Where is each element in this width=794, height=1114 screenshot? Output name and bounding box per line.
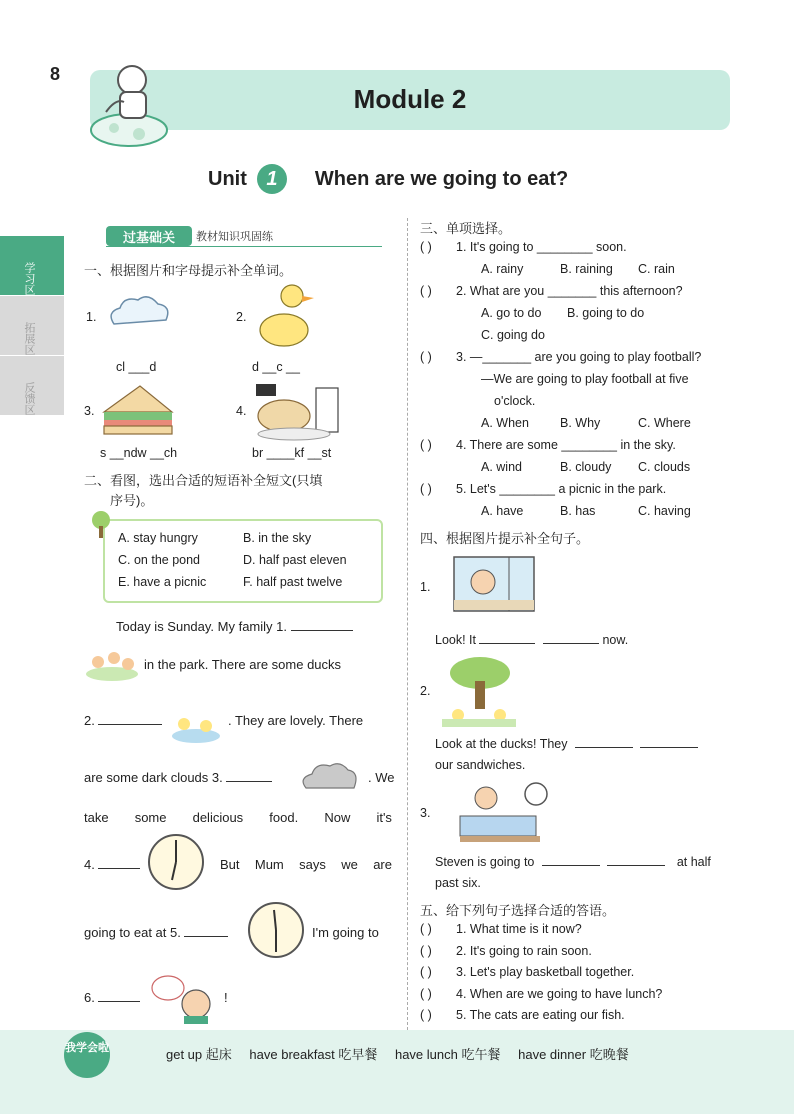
- p5-item-2: 2. It's going to rain soon.: [456, 944, 592, 958]
- vocab-cn: 吃午餐: [461, 1048, 501, 1063]
- part1-heading: 一、根据图片和字母提示补全单词。: [84, 263, 293, 278]
- p5-item-5: 5. The cats are eating our fish.: [456, 1008, 625, 1022]
- passage-line-3b: . They are lovely. There: [228, 713, 364, 728]
- unit-label: Unit: [208, 167, 247, 190]
- passage-line-6b: [220, 857, 392, 872]
- q1-option-c: C. rain: [638, 262, 675, 276]
- picnic-icon: [84, 646, 140, 682]
- vocab-en: have dinner: [518, 1047, 587, 1062]
- side-tab-feedback[interactable]: 反馈区: [0, 356, 64, 416]
- q1-option-a: A. rainy: [481, 262, 524, 276]
- vocab-en: have breakfast: [249, 1047, 335, 1062]
- vocab-pair: [518, 1047, 629, 1062]
- blank-4-number: 4.: [84, 857, 95, 872]
- part1-item-2-hint: d __c __: [252, 360, 300, 374]
- passage-word: But: [220, 857, 240, 872]
- answer-paren[interactable]: ( ): [420, 284, 432, 298]
- unit-title: When are we going to eat?: [314, 167, 569, 190]
- sandwich-icon: [100, 382, 176, 438]
- passage-word: Mum: [254, 857, 284, 872]
- passage-line-4-text: are some dark clouds 3.: [84, 770, 223, 785]
- part4-item-1-sentence: [435, 632, 628, 647]
- p5-item-1: 1. What time is it now?: [456, 922, 582, 936]
- part5-heading: 五、给下列句子选择合适的答语。: [420, 903, 616, 918]
- part4-heading: 四、根据图片提示补全句子。: [420, 531, 590, 546]
- duck-icon: [254, 280, 318, 352]
- passage-word: some: [134, 810, 167, 825]
- q3-option-c: C. Where: [638, 416, 691, 430]
- passage-line-7b: I'm going to: [312, 925, 379, 940]
- passage-line-3: [84, 713, 162, 728]
- q3-stem-line2: —We are going to play football at five: [481, 372, 689, 386]
- ducks-tree-icon: [442, 655, 516, 727]
- hungry-boy-icon: [150, 972, 216, 1024]
- passage-line-8b: !: [224, 990, 228, 1005]
- passage-line-5: [84, 810, 392, 825]
- cloud-icon: [104, 294, 174, 334]
- vocab-pair: [166, 1047, 232, 1062]
- passage-word: it's: [376, 810, 392, 825]
- q3-option-b: B. Why: [560, 416, 601, 430]
- part4-item-1-text: Look! It: [435, 633, 476, 647]
- answer-paren[interactable]: ( ): [420, 965, 432, 979]
- answer-paren[interactable]: ( ): [420, 350, 432, 364]
- option-b: B. in the sky: [243, 531, 312, 545]
- blank-2-number: 2.: [84, 713, 95, 728]
- q1-option-b: B. raining: [560, 262, 613, 276]
- tree-icon: [88, 510, 114, 538]
- side-tabs: [0, 236, 64, 426]
- answer-paren[interactable]: ( ): [420, 1008, 432, 1022]
- q5-option-b: B. has: [560, 504, 596, 518]
- passage-line-7: [84, 925, 228, 940]
- part4-item-3-line2: past six.: [435, 876, 481, 890]
- part4-item-2-number: 2.: [420, 684, 431, 698]
- part2-heading-line2: 序号)。: [110, 493, 154, 508]
- vocab-pair: [249, 1047, 377, 1062]
- blank[interactable]: [640, 736, 698, 748]
- blank-4[interactable]: [98, 857, 140, 869]
- q1-stem: 1. It's going to ________ soon.: [456, 240, 627, 254]
- passage-word: Now: [324, 810, 351, 825]
- part1-item-4-hint: br ____kf __st: [252, 446, 332, 460]
- q4-option-c: C. clouds: [638, 460, 691, 474]
- vocab-en: get up: [166, 1047, 203, 1062]
- part1-item-3-hint: s __ndw __ch: [100, 446, 178, 460]
- passage-word: are: [373, 857, 392, 872]
- side-tab-extend[interactable]: 拓展区: [0, 296, 64, 356]
- module-title: Module 2: [353, 84, 467, 114]
- part1-item-3-number: 3.: [84, 404, 95, 418]
- part4-item-3-mid: at half: [676, 855, 711, 869]
- vocab-en: have lunch: [394, 1047, 458, 1062]
- blank-1[interactable]: [291, 619, 353, 631]
- answer-paren[interactable]: ( ): [420, 438, 432, 452]
- q3-stem-line3: o'clock.: [494, 394, 536, 408]
- side-tab-study[interactable]: 学习区: [0, 236, 64, 296]
- passage-line-7-text: going to eat at 5.: [84, 925, 181, 940]
- q4-option-b: B. cloudy: [560, 460, 612, 474]
- part4-item-1-number: 1.: [420, 580, 431, 594]
- vocab-cn: 起床: [205, 1048, 232, 1063]
- part1-item-4-number: 4.: [236, 404, 247, 418]
- vocab-cn: 吃早餐: [338, 1048, 378, 1063]
- option-e: E. have a picnic: [118, 575, 207, 589]
- blank-6[interactable]: [98, 990, 140, 1002]
- q2-option-a: A. go to do: [481, 306, 542, 320]
- q3-option-a: A. When: [481, 416, 529, 430]
- passage-line-4b: . We: [368, 770, 395, 785]
- part4-item-2-line2: our sandwiches.: [435, 758, 526, 772]
- breakfast-icon: [254, 382, 346, 442]
- blank[interactable]: [543, 632, 599, 644]
- p5-item-3: 3. Let's play basketball together.: [456, 965, 635, 979]
- vocab-cn: 吃晚餐: [589, 1048, 629, 1063]
- passage-line-2: in the park. There are some ducks: [144, 657, 342, 672]
- part1-item-1-number: 1.: [86, 310, 97, 324]
- option-f: F. half past twelve: [243, 575, 343, 589]
- passage-line-1: [116, 619, 353, 634]
- blank[interactable]: [575, 736, 633, 748]
- part4-item-2-text: Look at the ducks! They: [435, 737, 568, 751]
- part4-item-3-number: 3.: [420, 806, 431, 820]
- option-d: D. half past eleven: [243, 553, 347, 567]
- q4-stem: 4. There are some ________ in the sky.: [456, 438, 676, 452]
- p5-item-4: 4. When are we going to have lunch?: [456, 987, 663, 1001]
- ducks-pond-icon: [170, 702, 222, 744]
- blank-6-number: 6.: [84, 990, 95, 1005]
- page-number: 8: [50, 64, 61, 84]
- clock-icon: [246, 900, 306, 960]
- part1-item-2-number: 2.: [236, 310, 247, 324]
- window-girl-icon: [453, 556, 535, 612]
- option-a: A. stay hungry: [118, 531, 198, 545]
- q2-stem: 2. What are you _______ this afternoon?: [456, 284, 683, 298]
- passage-word: delicious: [192, 810, 244, 825]
- answer-paren[interactable]: ( ): [420, 482, 432, 496]
- option-c: C. on the pond: [118, 553, 201, 567]
- passage-word: food.: [269, 810, 299, 825]
- passage-line-1-text: Today is Sunday. My family 1.: [116, 619, 287, 634]
- section-banner: [84, 226, 384, 248]
- blank-2[interactable]: [98, 713, 162, 725]
- footer-band: [0, 1030, 794, 1114]
- blank-3[interactable]: [226, 770, 272, 782]
- blank[interactable]: [479, 632, 535, 644]
- answer-paren[interactable]: ( ): [420, 944, 432, 958]
- q5-stem: 5. Let's ________ a picnic in the park.: [456, 482, 667, 496]
- part4-item-3-sentence: [435, 854, 711, 869]
- passage-word: says: [299, 857, 326, 872]
- footer-badge: 我学会啦: [64, 1032, 110, 1078]
- blank[interactable]: [607, 854, 665, 866]
- unit-heading: [208, 164, 568, 194]
- passage-line-6: [84, 857, 140, 872]
- q2-option-c: C. going do: [481, 328, 545, 342]
- part3-heading: 三、单项选择。: [420, 221, 512, 236]
- clock-icon: [146, 832, 206, 892]
- part4-item-3-text: Steven is going to: [435, 855, 535, 869]
- passage-word: take: [84, 810, 109, 825]
- part1-item-1-hint: cl ___d: [116, 360, 157, 374]
- answer-paren[interactable]: ( ): [420, 987, 432, 1001]
- answer-paren[interactable]: ( ): [420, 240, 432, 254]
- q2-option-b: B. going to do: [567, 306, 645, 320]
- part2-heading-line1: 二、看图，选出合适的短语补全短文(只填: [84, 473, 323, 488]
- q4-option-a: A. wind: [481, 460, 522, 474]
- q3-stem: 3. —_______ are you going to play football?: [456, 350, 702, 364]
- section-banner-subtitle: 教材知识巩固练: [196, 231, 273, 243]
- blank[interactable]: [542, 854, 600, 866]
- passage-word: we: [341, 857, 358, 872]
- answer-paren[interactable]: ( ): [420, 922, 432, 936]
- q5-option-c: C. having: [638, 504, 691, 518]
- unit-number-badge: 1: [257, 164, 287, 194]
- footer-vocab: [166, 1044, 643, 1063]
- passage-line-8: [84, 990, 140, 1005]
- boy-bed-icon: [456, 780, 550, 846]
- part4-item-2-sentence: [435, 736, 698, 751]
- vocab-pair: [395, 1047, 501, 1062]
- q5-option-a: A. have: [481, 504, 524, 518]
- dark-cloud-icon: [298, 758, 358, 794]
- section-banner-title: 过基础关: [106, 226, 192, 246]
- part4-item-1-end: now.: [602, 633, 629, 647]
- blank-5[interactable]: [184, 925, 228, 937]
- passage-line-4: [84, 770, 272, 785]
- section-banner-line: [106, 246, 382, 247]
- column-divider: [407, 218, 408, 1030]
